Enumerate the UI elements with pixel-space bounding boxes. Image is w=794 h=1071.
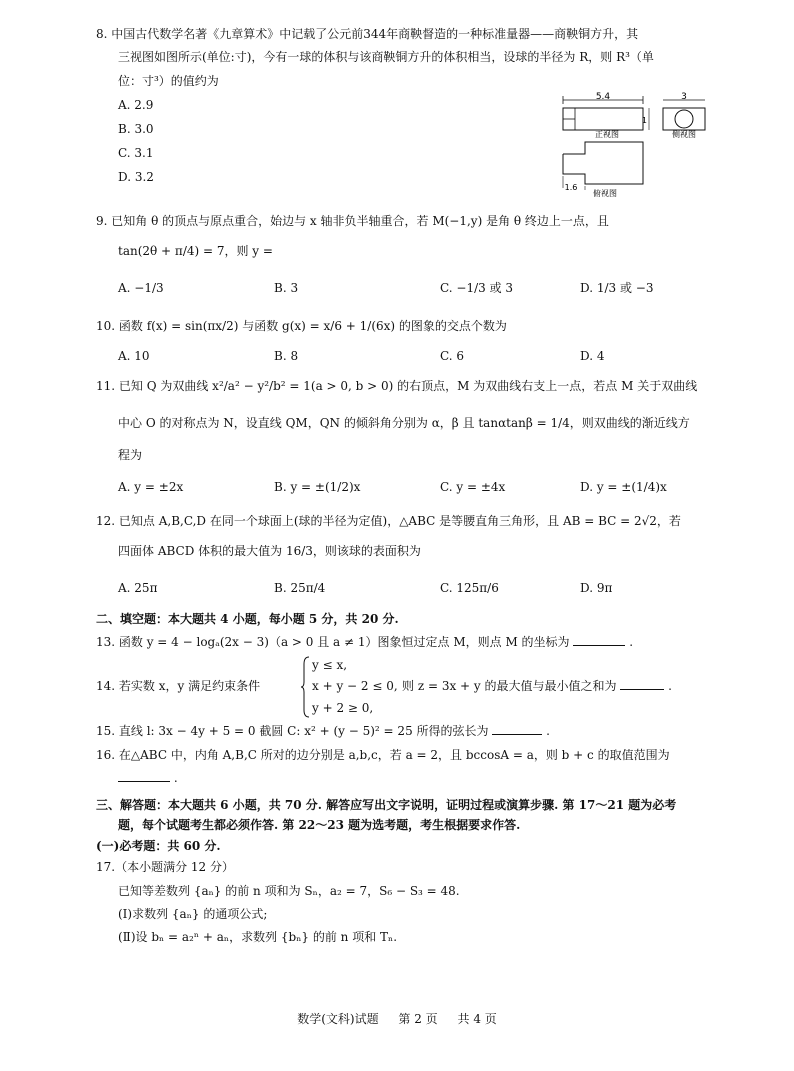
q8-option-d: D. 3.2	[118, 170, 154, 184]
q9-option-d: D. 1/3 或 −3	[580, 281, 654, 295]
footer-total: 共 4 页	[457, 1012, 497, 1026]
q17-part2: (Ⅱ)设 bₙ = a₂ⁿ + aₙ，求数列 {bₙ} 的前 n 项和 Tₙ.	[118, 930, 398, 944]
q9-line2: tan(2θ + π/4) = 7，则 y =	[118, 244, 273, 258]
q15-text: 15. 直线 l: 3x − 4y + 5 = 0 截圆 C: x² + (y − 5)² = 25 所得的弦长为	[96, 724, 489, 738]
q9-option-c: C. −1/3 或 3	[440, 281, 514, 295]
q14-constraint-1: y ≤ x,	[312, 658, 348, 672]
side-view	[663, 92, 705, 139]
label-front-view: 正视图	[595, 130, 619, 139]
q11-option-d: D. y = ±(1/4)x	[580, 480, 667, 494]
q9-line1: 9. 已知角 θ 的顶点与原点重合，始边与 x 轴非负半轴重合，若 M(−1,y) 是角 θ 终边上一点，且	[96, 214, 609, 228]
q13-answer-blank[interactable]	[573, 635, 625, 646]
q10-option-b: B. 8	[274, 349, 299, 363]
top-view	[563, 142, 643, 198]
q14-pre: 14. 若实数 x，y 满足约束条件	[96, 679, 261, 693]
q14-constraint-2: x + y − 2 ≤ 0,	[312, 679, 398, 693]
q9-option-a: A. −1/3	[118, 281, 164, 295]
dim-bottom: 1.6	[564, 183, 578, 192]
q14-post	[402, 678, 672, 694]
q8-option-a: A. 2.9	[118, 98, 154, 112]
q8-line2: 三视图如图所示(单位:寸)，今有一球的体积与该商鞅铜方升的体积相当，设球的半径为 R，则 R³（单	[118, 50, 654, 64]
q8-line1: 8. 中国古代数学名著《九章算术》中记载了公元前344年商鞅督造的一种标准量器——商鞅铜方升，其	[96, 27, 639, 41]
q8-line3: 位：寸³）的值约为	[118, 74, 219, 88]
q13-text: 13. 函数 y = 4 − logₐ(2x − 3)（a > 0 且 a ≠ 1）图象恒过定点 M，则点 M 的坐标为	[96, 635, 570, 649]
q11-option-b: B. y = ±(1/2)x	[274, 480, 361, 494]
footer-page: 第 2 页	[398, 1012, 438, 1026]
label-side-view: 侧视图	[672, 130, 696, 139]
q16-line2	[118, 770, 178, 786]
q8-three-view-figure	[555, 92, 725, 202]
q14-brace	[300, 656, 310, 718]
label-top-view: 俯视图	[593, 189, 617, 198]
q17-line1: 已知等差数列 {aₙ} 的前 n 项和为 Sₙ，a₂ = 7，S₆ − S₃ = 48.	[118, 884, 460, 898]
q11-line2: 中心 O 的对称点为 N，设直线 QM，QN 的倾斜角分别为 α，β 且 tanαtanβ = 1/4，则双曲线的渐近线方	[118, 416, 690, 430]
q12-option-b: B. 25π/4	[274, 581, 326, 595]
q17-title: 17.（本小题满分 12 分）	[96, 860, 234, 874]
q17-part1: (Ⅰ)求数列 {aₙ} 的通项公式;	[118, 907, 268, 921]
q10-option-c: C. 6	[440, 349, 465, 363]
q12-option-d: D. 9π	[580, 581, 613, 595]
q12-line2: 四面体 ABCD 体积的最大值为 16/3，则该球的表面积为	[118, 544, 421, 558]
q15-answer-blank[interactable]	[492, 724, 542, 735]
q10-option-a: A. 10	[118, 349, 150, 363]
q13-end: .	[629, 635, 634, 649]
front-view	[563, 92, 649, 139]
q14-answer-blank[interactable]	[620, 679, 664, 690]
section-2-heading: 二、填空题：本大题共 4 小题，每小题 5 分，共 20 分.	[96, 612, 399, 626]
q15	[96, 723, 550, 739]
q11-option-c: C. y = ±4x	[440, 480, 506, 494]
dim-side-width: 3	[681, 92, 687, 102]
q11-line3: 程为	[118, 448, 143, 462]
q16-end: .	[173, 771, 178, 785]
q10-line1: 10. 函数 f(x) = sin(πx/2) 与函数 g(x) = x/6 + 1/(6x) 的图象的交点个数为	[96, 319, 507, 333]
q14-question: 则 z = 3x + y 的最大值与最小值之和为	[402, 679, 617, 693]
q12-line1: 12. 已知点 A,B,C,D 在同一个球面上(球的半径为定值)，△ABC 是等腰直角三角形，且 AB = BC = 2√2，若	[96, 514, 681, 528]
q16-line1: 16. 在△ABC 中，内角 A,B,C 所对的边分别是 a,b,c，若 a = 2，且 bccosA = a，则 b + c 的取值范围为	[96, 748, 670, 762]
q12-option-c: C. 125π/6	[440, 581, 499, 595]
q15-end: .	[546, 724, 550, 738]
q8-option-b: B. 3.0	[118, 122, 154, 136]
section-3-heading-line1: 三、解答题：本大题共 6 小题，共 70 分. 解答应写出文字说明，证明过程或演算步骤. 第 17～21 题为必考	[96, 798, 677, 812]
q9-option-b: B. 3	[274, 281, 299, 295]
q14-constraint-3: y + 2 ≥ 0,	[312, 701, 374, 715]
q10-option-d: D. 4	[580, 349, 605, 363]
q12-option-a: A. 25π	[118, 581, 158, 595]
section-3-heading-line2: 题，每个试题考生都必须作答. 第 22～23 题为选考题，考生根据要求作答.	[118, 818, 521, 832]
q11-line1: 11. 已知 Q 为双曲线 x²/a² − y²/b² = 1(a > 0, b > 0) 的右顶点，M 为双曲线右支上一点，若点 M 关于双曲线	[96, 379, 698, 393]
section-3a-heading: (一)必考题：共 60 分.	[96, 839, 221, 853]
q13	[96, 634, 633, 650]
q14-end: .	[668, 679, 672, 693]
dim-top-length: 5.4	[595, 92, 611, 102]
q11-option-a: A. y = ±2x	[118, 480, 184, 494]
footer-subject: 数学(文科)试题	[297, 1012, 379, 1026]
q8-option-c: C. 3.1	[118, 146, 154, 160]
dim-height: 1	[641, 116, 647, 125]
q16-answer-blank[interactable]	[118, 771, 170, 782]
page-footer	[0, 1010, 794, 1027]
